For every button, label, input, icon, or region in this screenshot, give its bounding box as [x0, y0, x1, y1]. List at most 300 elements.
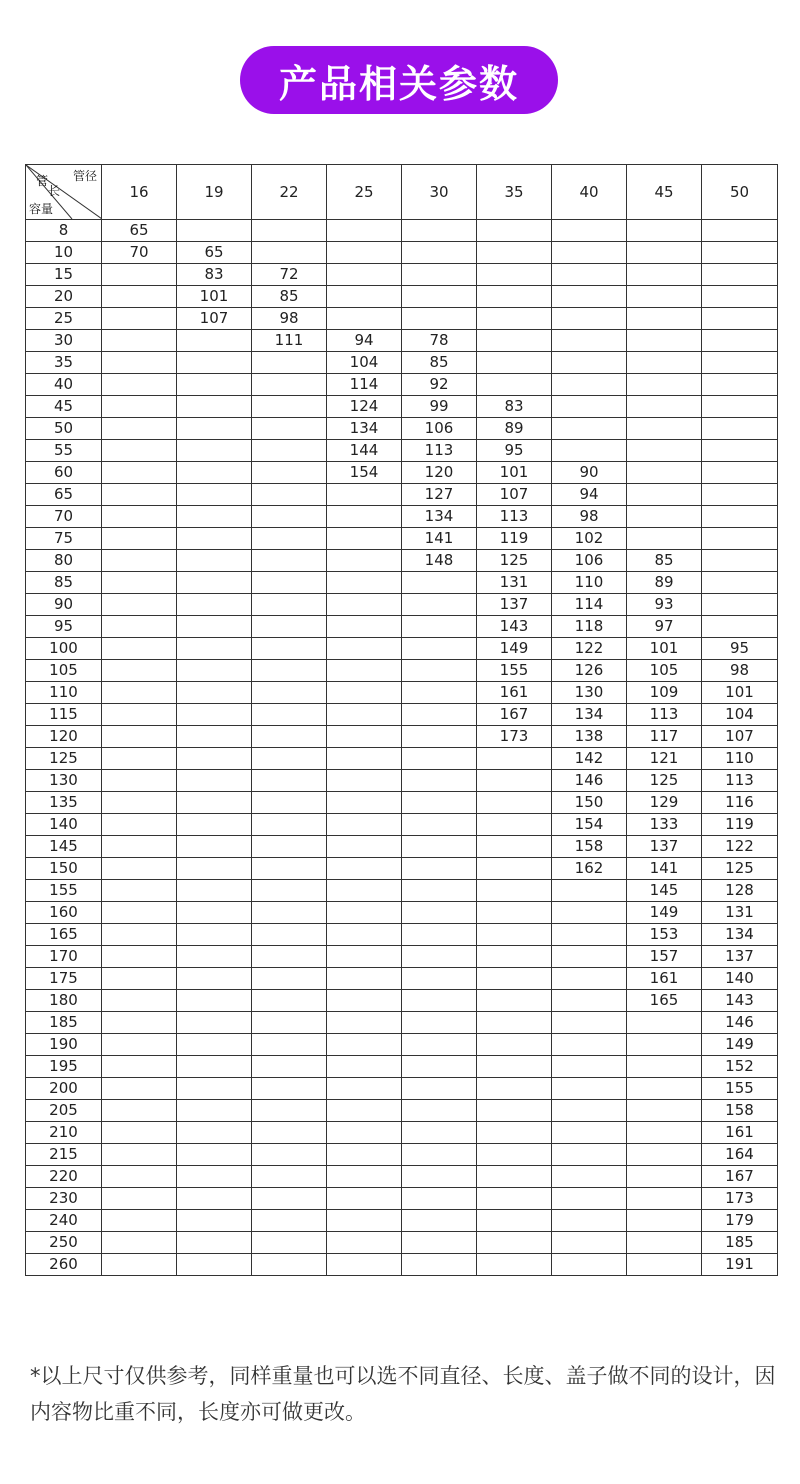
length-cell [627, 1210, 702, 1232]
length-cell [252, 616, 327, 638]
length-cell [402, 682, 477, 704]
length-cell [477, 374, 552, 396]
length-cell [252, 396, 327, 418]
capacity-cell: 210 [26, 1122, 102, 1144]
length-cell: 85 [627, 550, 702, 572]
length-cell: 95 [702, 638, 778, 660]
table-row [26, 286, 778, 308]
capacity-cell: 90 [26, 594, 102, 616]
length-cell: 137 [702, 946, 778, 968]
length-cell [252, 572, 327, 594]
table-row [26, 1144, 778, 1166]
length-cell [327, 902, 402, 924]
length-cell [402, 770, 477, 792]
length-cell [177, 1034, 252, 1056]
length-cell: 144 [327, 440, 402, 462]
length-cell [327, 1056, 402, 1078]
length-cell [102, 374, 177, 396]
length-cell [252, 506, 327, 528]
length-cell: 155 [477, 660, 552, 682]
length-cell: 167 [702, 1166, 778, 1188]
length-cell [177, 1100, 252, 1122]
table-row [26, 1254, 778, 1276]
length-cell [402, 660, 477, 682]
length-cell [477, 946, 552, 968]
length-cell: 154 [327, 462, 402, 484]
length-cell: 98 [252, 308, 327, 330]
table-row [26, 418, 778, 440]
length-cell [627, 374, 702, 396]
length-cell [477, 924, 552, 946]
length-cell [327, 1254, 402, 1276]
table-row [26, 638, 778, 660]
length-cell [327, 242, 402, 264]
length-cell [252, 924, 327, 946]
column-header: 45 [627, 165, 702, 220]
length-cell [477, 968, 552, 990]
length-cell: 146 [702, 1012, 778, 1034]
length-cell: 125 [627, 770, 702, 792]
length-cell [177, 352, 252, 374]
length-cell [177, 374, 252, 396]
length-cell [477, 748, 552, 770]
length-cell [702, 484, 778, 506]
length-cell: 155 [702, 1078, 778, 1100]
length-cell [177, 726, 252, 748]
length-cell [327, 1166, 402, 1188]
table-row [26, 1166, 778, 1188]
length-cell [327, 946, 402, 968]
length-cell [177, 1210, 252, 1232]
column-header: 30 [402, 165, 477, 220]
capacity-cell: 70 [26, 506, 102, 528]
length-cell: 113 [402, 440, 477, 462]
capacity-cell: 115 [26, 704, 102, 726]
length-cell [402, 594, 477, 616]
length-cell [327, 638, 402, 660]
length-cell [102, 1232, 177, 1254]
length-cell [627, 1232, 702, 1254]
length-cell [102, 682, 177, 704]
length-cell [627, 1034, 702, 1056]
length-cell [252, 1188, 327, 1210]
length-cell [252, 792, 327, 814]
length-cell [102, 572, 177, 594]
length-cell [102, 550, 177, 572]
capacity-cell: 135 [26, 792, 102, 814]
length-cell [327, 1188, 402, 1210]
length-cell [102, 1188, 177, 1210]
capacity-cell: 240 [26, 1210, 102, 1232]
capacity-cell: 100 [26, 638, 102, 660]
length-cell [102, 1078, 177, 1100]
length-cell [402, 1034, 477, 1056]
length-cell [102, 1210, 177, 1232]
length-cell: 111 [252, 330, 327, 352]
length-cell [327, 704, 402, 726]
length-cell [402, 638, 477, 660]
length-cell [252, 528, 327, 550]
length-cell [327, 968, 402, 990]
length-cell [252, 814, 327, 836]
length-cell [627, 264, 702, 286]
table-row [26, 242, 778, 264]
corner-label-diameter: 管径 [72, 169, 97, 183]
length-cell [177, 902, 252, 924]
length-cell [402, 1056, 477, 1078]
length-cell [102, 1254, 177, 1276]
length-cell [627, 484, 702, 506]
length-cell [402, 572, 477, 594]
length-cell: 83 [477, 396, 552, 418]
length-cell [477, 990, 552, 1012]
length-cell [402, 924, 477, 946]
length-cell: 121 [627, 748, 702, 770]
table-row [26, 968, 778, 990]
length-cell [102, 1122, 177, 1144]
length-cell [627, 396, 702, 418]
length-cell: 153 [627, 924, 702, 946]
length-cell [252, 858, 327, 880]
length-cell [102, 836, 177, 858]
length-cell [102, 616, 177, 638]
length-cell [177, 1122, 252, 1144]
capacity-cell: 205 [26, 1100, 102, 1122]
column-header: 40 [552, 165, 627, 220]
length-cell: 141 [402, 528, 477, 550]
page-title: 产品相关参数 [240, 46, 558, 114]
length-cell: 134 [327, 418, 402, 440]
length-cell [102, 528, 177, 550]
table-row [26, 748, 778, 770]
length-cell [252, 220, 327, 242]
length-cell [402, 1100, 477, 1122]
length-cell: 149 [477, 638, 552, 660]
length-cell: 125 [702, 858, 778, 880]
length-cell [552, 220, 627, 242]
length-cell [327, 924, 402, 946]
length-cell [702, 374, 778, 396]
capacity-cell: 60 [26, 462, 102, 484]
length-cell [702, 440, 778, 462]
table-row [26, 528, 778, 550]
length-cell [702, 308, 778, 330]
table-row [26, 594, 778, 616]
table-row [26, 396, 778, 418]
length-cell: 138 [552, 726, 627, 748]
length-cell [702, 242, 778, 264]
column-header: 25 [327, 165, 402, 220]
length-cell [627, 220, 702, 242]
capacity-cell: 95 [26, 616, 102, 638]
length-cell [327, 1210, 402, 1232]
length-cell [552, 1210, 627, 1232]
length-cell [552, 1012, 627, 1034]
length-cell [327, 792, 402, 814]
length-cell [252, 440, 327, 462]
length-cell [477, 1210, 552, 1232]
length-cell [252, 946, 327, 968]
length-cell [177, 748, 252, 770]
length-cell [552, 1122, 627, 1144]
length-cell [327, 748, 402, 770]
length-cell [477, 308, 552, 330]
capacity-cell: 200 [26, 1078, 102, 1100]
length-cell [702, 506, 778, 528]
length-cell [327, 308, 402, 330]
length-cell [402, 858, 477, 880]
length-cell [702, 396, 778, 418]
table-row [26, 1078, 778, 1100]
length-cell [102, 506, 177, 528]
length-cell [327, 1078, 402, 1100]
length-cell: 129 [627, 792, 702, 814]
length-cell [102, 660, 177, 682]
length-cell [252, 374, 327, 396]
length-cell [327, 264, 402, 286]
capacity-cell: 160 [26, 902, 102, 924]
length-cell: 134 [702, 924, 778, 946]
length-cell [552, 440, 627, 462]
length-cell [102, 1012, 177, 1034]
length-cell [252, 594, 327, 616]
length-cell: 161 [702, 1122, 778, 1144]
length-cell [177, 880, 252, 902]
length-cell [252, 1056, 327, 1078]
length-cell [477, 1100, 552, 1122]
length-cell [102, 594, 177, 616]
capacity-cell: 30 [26, 330, 102, 352]
length-cell [627, 308, 702, 330]
length-cell: 89 [627, 572, 702, 594]
length-cell [252, 836, 327, 858]
length-cell [402, 792, 477, 814]
length-cell [252, 1210, 327, 1232]
length-cell: 106 [402, 418, 477, 440]
length-cell [402, 1232, 477, 1254]
length-cell: 173 [477, 726, 552, 748]
table-row [26, 726, 778, 748]
table-row [26, 616, 778, 638]
length-cell: 140 [702, 968, 778, 990]
length-cell [552, 1188, 627, 1210]
length-cell [552, 924, 627, 946]
capacity-cell: 10 [26, 242, 102, 264]
length-cell [177, 858, 252, 880]
table-row [26, 836, 778, 858]
length-cell: 119 [702, 814, 778, 836]
length-cell [102, 990, 177, 1012]
length-cell: 149 [627, 902, 702, 924]
capacity-cell: 120 [26, 726, 102, 748]
length-cell: 118 [552, 616, 627, 638]
capacity-cell: 85 [26, 572, 102, 594]
table-row [26, 1034, 778, 1056]
capacity-cell: 50 [26, 418, 102, 440]
length-cell [477, 264, 552, 286]
length-cell [327, 572, 402, 594]
length-cell [402, 880, 477, 902]
length-cell [552, 990, 627, 1012]
length-cell: 145 [627, 880, 702, 902]
length-cell [252, 880, 327, 902]
capacity-cell: 80 [26, 550, 102, 572]
length-cell [177, 946, 252, 968]
length-cell [102, 462, 177, 484]
length-cell: 133 [627, 814, 702, 836]
length-cell [252, 1100, 327, 1122]
table-row [26, 990, 778, 1012]
length-cell: 130 [552, 682, 627, 704]
capacity-cell: 150 [26, 858, 102, 880]
capacity-cell: 155 [26, 880, 102, 902]
length-cell [627, 1122, 702, 1144]
length-cell [702, 462, 778, 484]
length-cell [252, 968, 327, 990]
length-cell: 107 [477, 484, 552, 506]
capacity-cell: 220 [26, 1166, 102, 1188]
length-cell [252, 748, 327, 770]
capacity-cell: 25 [26, 308, 102, 330]
length-cell [477, 858, 552, 880]
length-cell [402, 264, 477, 286]
length-cell: 143 [477, 616, 552, 638]
capacity-cell: 35 [26, 352, 102, 374]
length-cell [102, 1144, 177, 1166]
length-cell [327, 286, 402, 308]
length-cell [702, 594, 778, 616]
length-cell [552, 1254, 627, 1276]
length-cell [177, 1144, 252, 1166]
length-cell: 161 [627, 968, 702, 990]
length-cell: 165 [627, 990, 702, 1012]
length-cell [552, 1144, 627, 1166]
length-cell [102, 638, 177, 660]
length-cell: 90 [552, 462, 627, 484]
length-cell [177, 462, 252, 484]
length-cell [477, 242, 552, 264]
table-row [26, 550, 778, 572]
length-cell [102, 1100, 177, 1122]
capacity-cell: 20 [26, 286, 102, 308]
length-cell: 102 [552, 528, 627, 550]
length-cell: 99 [402, 396, 477, 418]
length-cell: 98 [552, 506, 627, 528]
length-cell [552, 946, 627, 968]
length-cell [327, 770, 402, 792]
length-cell: 122 [552, 638, 627, 660]
table-row [26, 1188, 778, 1210]
length-cell [627, 462, 702, 484]
length-cell [552, 286, 627, 308]
length-cell [477, 1122, 552, 1144]
length-cell [552, 1100, 627, 1122]
table-row [26, 880, 778, 902]
length-cell [327, 1034, 402, 1056]
length-cell: 148 [402, 550, 477, 572]
column-header: 50 [702, 165, 778, 220]
length-cell [627, 528, 702, 550]
length-cell [552, 1078, 627, 1100]
length-cell [327, 1144, 402, 1166]
spec-table [25, 164, 778, 1276]
length-cell [177, 814, 252, 836]
length-cell [177, 682, 252, 704]
length-cell: 125 [477, 550, 552, 572]
length-cell: 162 [552, 858, 627, 880]
length-cell [402, 836, 477, 858]
length-cell [252, 638, 327, 660]
length-cell: 154 [552, 814, 627, 836]
length-cell [477, 1034, 552, 1056]
table-row [26, 462, 778, 484]
length-cell [102, 858, 177, 880]
length-cell: 191 [702, 1254, 778, 1276]
length-cell [702, 616, 778, 638]
capacity-cell: 15 [26, 264, 102, 286]
length-cell [177, 1012, 252, 1034]
length-cell: 104 [702, 704, 778, 726]
length-cell [252, 770, 327, 792]
length-cell: 65 [102, 220, 177, 242]
length-cell [102, 704, 177, 726]
length-cell [177, 792, 252, 814]
capacity-cell: 45 [26, 396, 102, 418]
length-cell [477, 286, 552, 308]
length-cell [327, 550, 402, 572]
length-cell [402, 616, 477, 638]
capacity-cell: 110 [26, 682, 102, 704]
length-cell [402, 1012, 477, 1034]
length-cell [252, 1254, 327, 1276]
table-row [26, 1100, 778, 1122]
table-row [26, 352, 778, 374]
length-cell: 113 [477, 506, 552, 528]
length-cell [252, 1078, 327, 1100]
length-cell [252, 1166, 327, 1188]
length-cell [327, 1100, 402, 1122]
length-cell [627, 352, 702, 374]
length-cell: 109 [627, 682, 702, 704]
capacity-cell: 260 [26, 1254, 102, 1276]
length-cell [477, 330, 552, 352]
length-cell [477, 1056, 552, 1078]
length-cell: 83 [177, 264, 252, 286]
length-cell: 116 [702, 792, 778, 814]
length-cell: 78 [402, 330, 477, 352]
length-cell [102, 748, 177, 770]
length-cell: 97 [627, 616, 702, 638]
length-cell [177, 1166, 252, 1188]
capacity-cell: 190 [26, 1034, 102, 1056]
capacity-cell: 145 [26, 836, 102, 858]
length-cell [552, 242, 627, 264]
table-row [26, 660, 778, 682]
length-cell [327, 220, 402, 242]
length-cell: 124 [327, 396, 402, 418]
length-cell: 70 [102, 242, 177, 264]
length-cell [327, 616, 402, 638]
length-cell [102, 308, 177, 330]
length-cell: 95 [477, 440, 552, 462]
length-cell [402, 1166, 477, 1188]
length-cell: 179 [702, 1210, 778, 1232]
length-cell [402, 814, 477, 836]
length-cell [552, 902, 627, 924]
capacity-cell: 230 [26, 1188, 102, 1210]
length-cell [177, 572, 252, 594]
length-cell [102, 1034, 177, 1056]
